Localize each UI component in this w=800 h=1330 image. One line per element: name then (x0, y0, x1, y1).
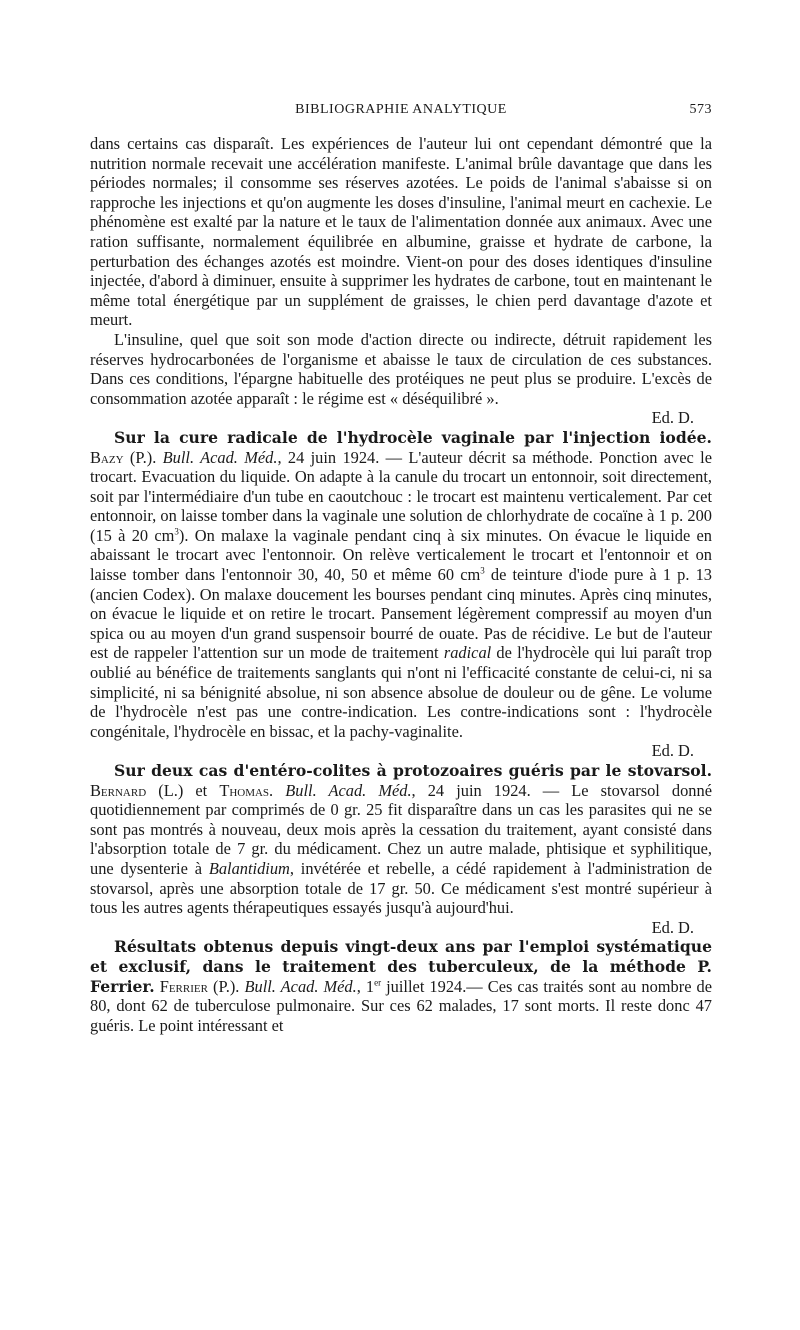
article-2-text-2: , invétérée et rebelle, a cédé rapidement à l'administration de stovarsol, après une absorption totale de 17 gr. 50. Ce médicament s'est montré supérieur à tous les autres agents thérapeutiques essayés jusqu'à aujourd'hui. (90, 858, 712, 918)
article-1-title: Sur la cure radicale de l'hydrocèle vaginale par l'injection iodée. (114, 427, 712, 447)
article-2-italic: Balantidium (208, 858, 290, 878)
article-1-text-4: de l'hydrocèle qui lui paraît trop oublié au bénéfice de traitements sanglants qui n'ont ni l'efficacité constante de celui-ci, ni sa simplicité, ni sa bénignité absolue, ni son absence absolue de douleur ou de gêne. Le volume de l'hydrocèle n'est pas une contre-indication. Les contre-indications sont : l'hydrocèle congénitale, l'hydrocèle en bissac, et la pachy-vaginalite. (90, 643, 712, 741)
article-3-journal: Bull. Acad. Méd. (244, 976, 357, 996)
article-1-journal: Bull. Acad. Méd. (162, 447, 278, 467)
article-1-sup-1: 3 (174, 526, 179, 537)
article-2-author-c: Thomas. (219, 780, 274, 800)
article-2-journal: Bull. Acad. Méd. (285, 780, 412, 800)
article-1-author: Bazy (90, 447, 124, 467)
article-2-date: , 24 juin 1924. — (411, 780, 560, 800)
article-1-italic: radical (443, 643, 492, 663)
article-3 (90, 937, 712, 1035)
article-3-date-a: , 1 (356, 976, 375, 996)
header-title: BIBLIOGRAPHIE ANALYTIQUE (295, 102, 507, 117)
page-number: 573 (689, 102, 712, 117)
intro-paragraph-2 (90, 330, 712, 408)
article-3-text-1: Ces cas traités sont au nombre de 80, dont 62 de tuberculose pulmonaire. Sur ces 62 malades, 17 sont morts. Il reste donc 47 guéris. Le point intéressant et (90, 976, 712, 1035)
article-2-author-b: (L.) et (158, 780, 208, 800)
article-2-signature: Ed. D. (651, 917, 694, 937)
article-2-author-a: Bernard (90, 780, 147, 800)
page-body (90, 134, 712, 1035)
article-3-date-b: juillet 1924.— (381, 976, 483, 996)
article-1-date: , 24 juin 1924. — (277, 447, 403, 467)
article-3-author: Ferrier (159, 976, 208, 996)
intro-paragraph-2-text: L'insuline, quel que soit son mode d'action directe ou indirecte, détruit rapidement les réserves hydrocarbonées de l'organisme et abaisse le taux de circulation de ces substances. Dans ces conditions, l'épargne habituelle des protéiques ne peut plus se produire. L'excès de consommation azotée apparaît : le régime est « déséquilibré ». (90, 329, 712, 408)
article-2 (90, 761, 712, 918)
intro-signature: Ed. D. (651, 408, 694, 428)
running-header (90, 102, 712, 122)
article-1-text-1: L'auteur décrit sa méthode. Ponction avec le trocart. Evacuation du liquide. On adapte à la canule du trocart un entonnoir, soit directement, soit par l'intermédiaire d'un tube en caoutchouc : le trocart est maintenu verticalement. Par cet entonnoir, on laisse tomber dans la vaginale une solution de chlorhydrate de cocaïne à 1 p. 200 (15 à 20 cm (90, 447, 712, 545)
article-1-text-3: de teinture d'iode pure à 1 p. 13 (ancien Codex). On malaxe doucement les bourses pendant cinq minutes. Après cinq minutes, on évacue le liquide et on retire le trocart. Pansement légèrement compressif au moyen d'un spica ou au moyen d'un grand suspensoir bourré de ouate. Pas de récidive. Le but de l'auteur est de rappeler l'attention sur un mode de traitement (90, 565, 712, 663)
intro-paragraph-1: dans certains cas disparaît. Les expériences de l'auteur lui ont cependant démontré que la nutrition normale recevait une accélération manifeste. L'animal brûle davantage que dans les périodes normales; il consomme ses réserves azotées. Le poids de l'animal s'abaisse si on rapproche les injections et qu'on augmente les doses d'insuline, l'animal meurt en cachexie. Le phénomène est exalté par la nature et le taux de l'alimentation donnée aux animaux. Avec une ration suffisante, normalement équilibrée en albumine, graisse et hydrate de carbone, la perturbation des échanges azotés est moindre. Vient-on pour des doses identiques d'insuline injectée, d'abord à diminuer, ensuite à supprimer les hydrates de carbone, tout en maintenant le même total énergétique par un supplément de graisses, le chien perd davantage d'azote et meurt. (90, 134, 712, 330)
article-1-sup-2: 3 (480, 565, 485, 576)
article-1-author-initial: (P.). (129, 447, 157, 467)
article-1-text-2: ). On malaxe la vaginale pendant cinq à six minutes. On évacue le liquide en abaissant le trocart avec l'entonnoir. On relève verticalement le trocart et l'entonnoir et on laisse tomber dans l'entonnoir 30, 40, 50 et même 60 cm (90, 525, 712, 585)
article-1 (90, 428, 712, 742)
article-2-title: Sur deux cas d'entéro-colites à protozoaires guéris par le stovarsol. (114, 761, 712, 780)
article-1-signature: Ed. D. (651, 741, 694, 761)
article-3-author-initial: (P.). (213, 976, 240, 996)
article-2-text-1: Le stovarsol donné quotidiennement par comprimés de 0 gr. 25 fit disparaître dans un cas les parasites qui ne se sont pas montrés à nouveau, deux mois après la cessation du traitement, ayant consisté dans l'absorption totale de 7 gr. du médicament. Chez un autre malade, phtisique et syphilitique, une dysenterie à (90, 780, 712, 878)
article-3-date-sup: er (374, 977, 382, 988)
article-3-title: Résultats obtenus depuis vingt-deux ans par l'emploi systématique et exclusif, dans le traitement des tuberculeux, de la méthode P. Ferrier. (90, 937, 712, 996)
